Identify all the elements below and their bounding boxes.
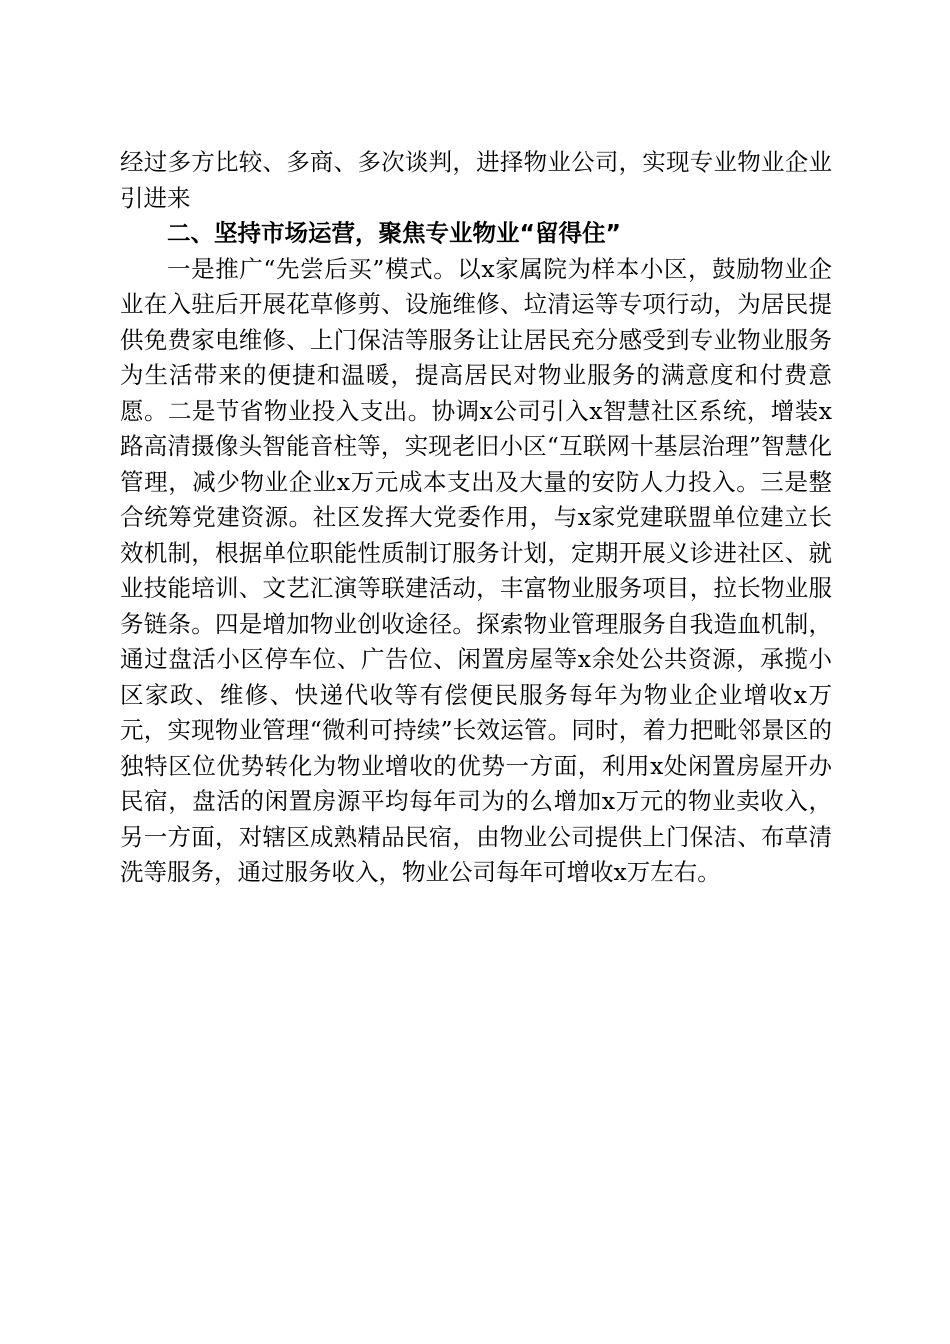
paragraph-continuation: 经过多方比较、多商、多次谈判，进择物业公司，实现专业物业企业引进来	[120, 148, 832, 212]
paragraph-body: 一是推广“先尝后买”模式。以x家属院为样本小区，鼓励物业企业在入驻后开展花草修剪、设施维修、垃清运等专项行动，为居民提供免费家电维修、上门保洁等服务让让居民充分感受到专业物业服务为生活带来的便捷和温暖，提高居民对物业服务的满意度和付费意愿。二是节省物业投入支出。协调x公司引入x智慧社区系统，增装x路高清摄像头智能音柱等，实现老旧小区“互联网十基层治理”智慧化管理，减少物业企业x万元成本支出及大量的安防人力投入。三是整合统筹党建资源。社区发挥大党委作用，与x家党建联盟单位建立长效机制，根据单位职能性质制订服务计划，定期开展义诊进社区、就业技能培训、文艺汇演等联建活动，丰富物业服务项目，拉长物业服务链条。四是增加物业创收途径。探索物业管理服务自我造血机制，通过盘活小区停车位、广告位、闲置房屋等x余处公共资源，承揽小区家政、维修、快递代收等有偿便民服务每年为物业企业增收x万元，实现物业管理“微利可持续”长效运管。同时，着力把毗邻景区的独特区位优势转化为物业增收的优势一方面，利用x处闲置房屋开办民宿，盘活的闲置房源平均每年司为的么增加x万元的物业卖收入，另一方面，对辖区成熟精品民宿，由物业公司提供上门保洁、布草清洗等服务，通过服务收入，物业公司每年可增收x万左右。	[120, 254, 832, 886]
document-page	[120, 145, 832, 891]
section-heading: 二、坚持市场运营，聚焦专业物业“留得住”	[167, 219, 621, 247]
